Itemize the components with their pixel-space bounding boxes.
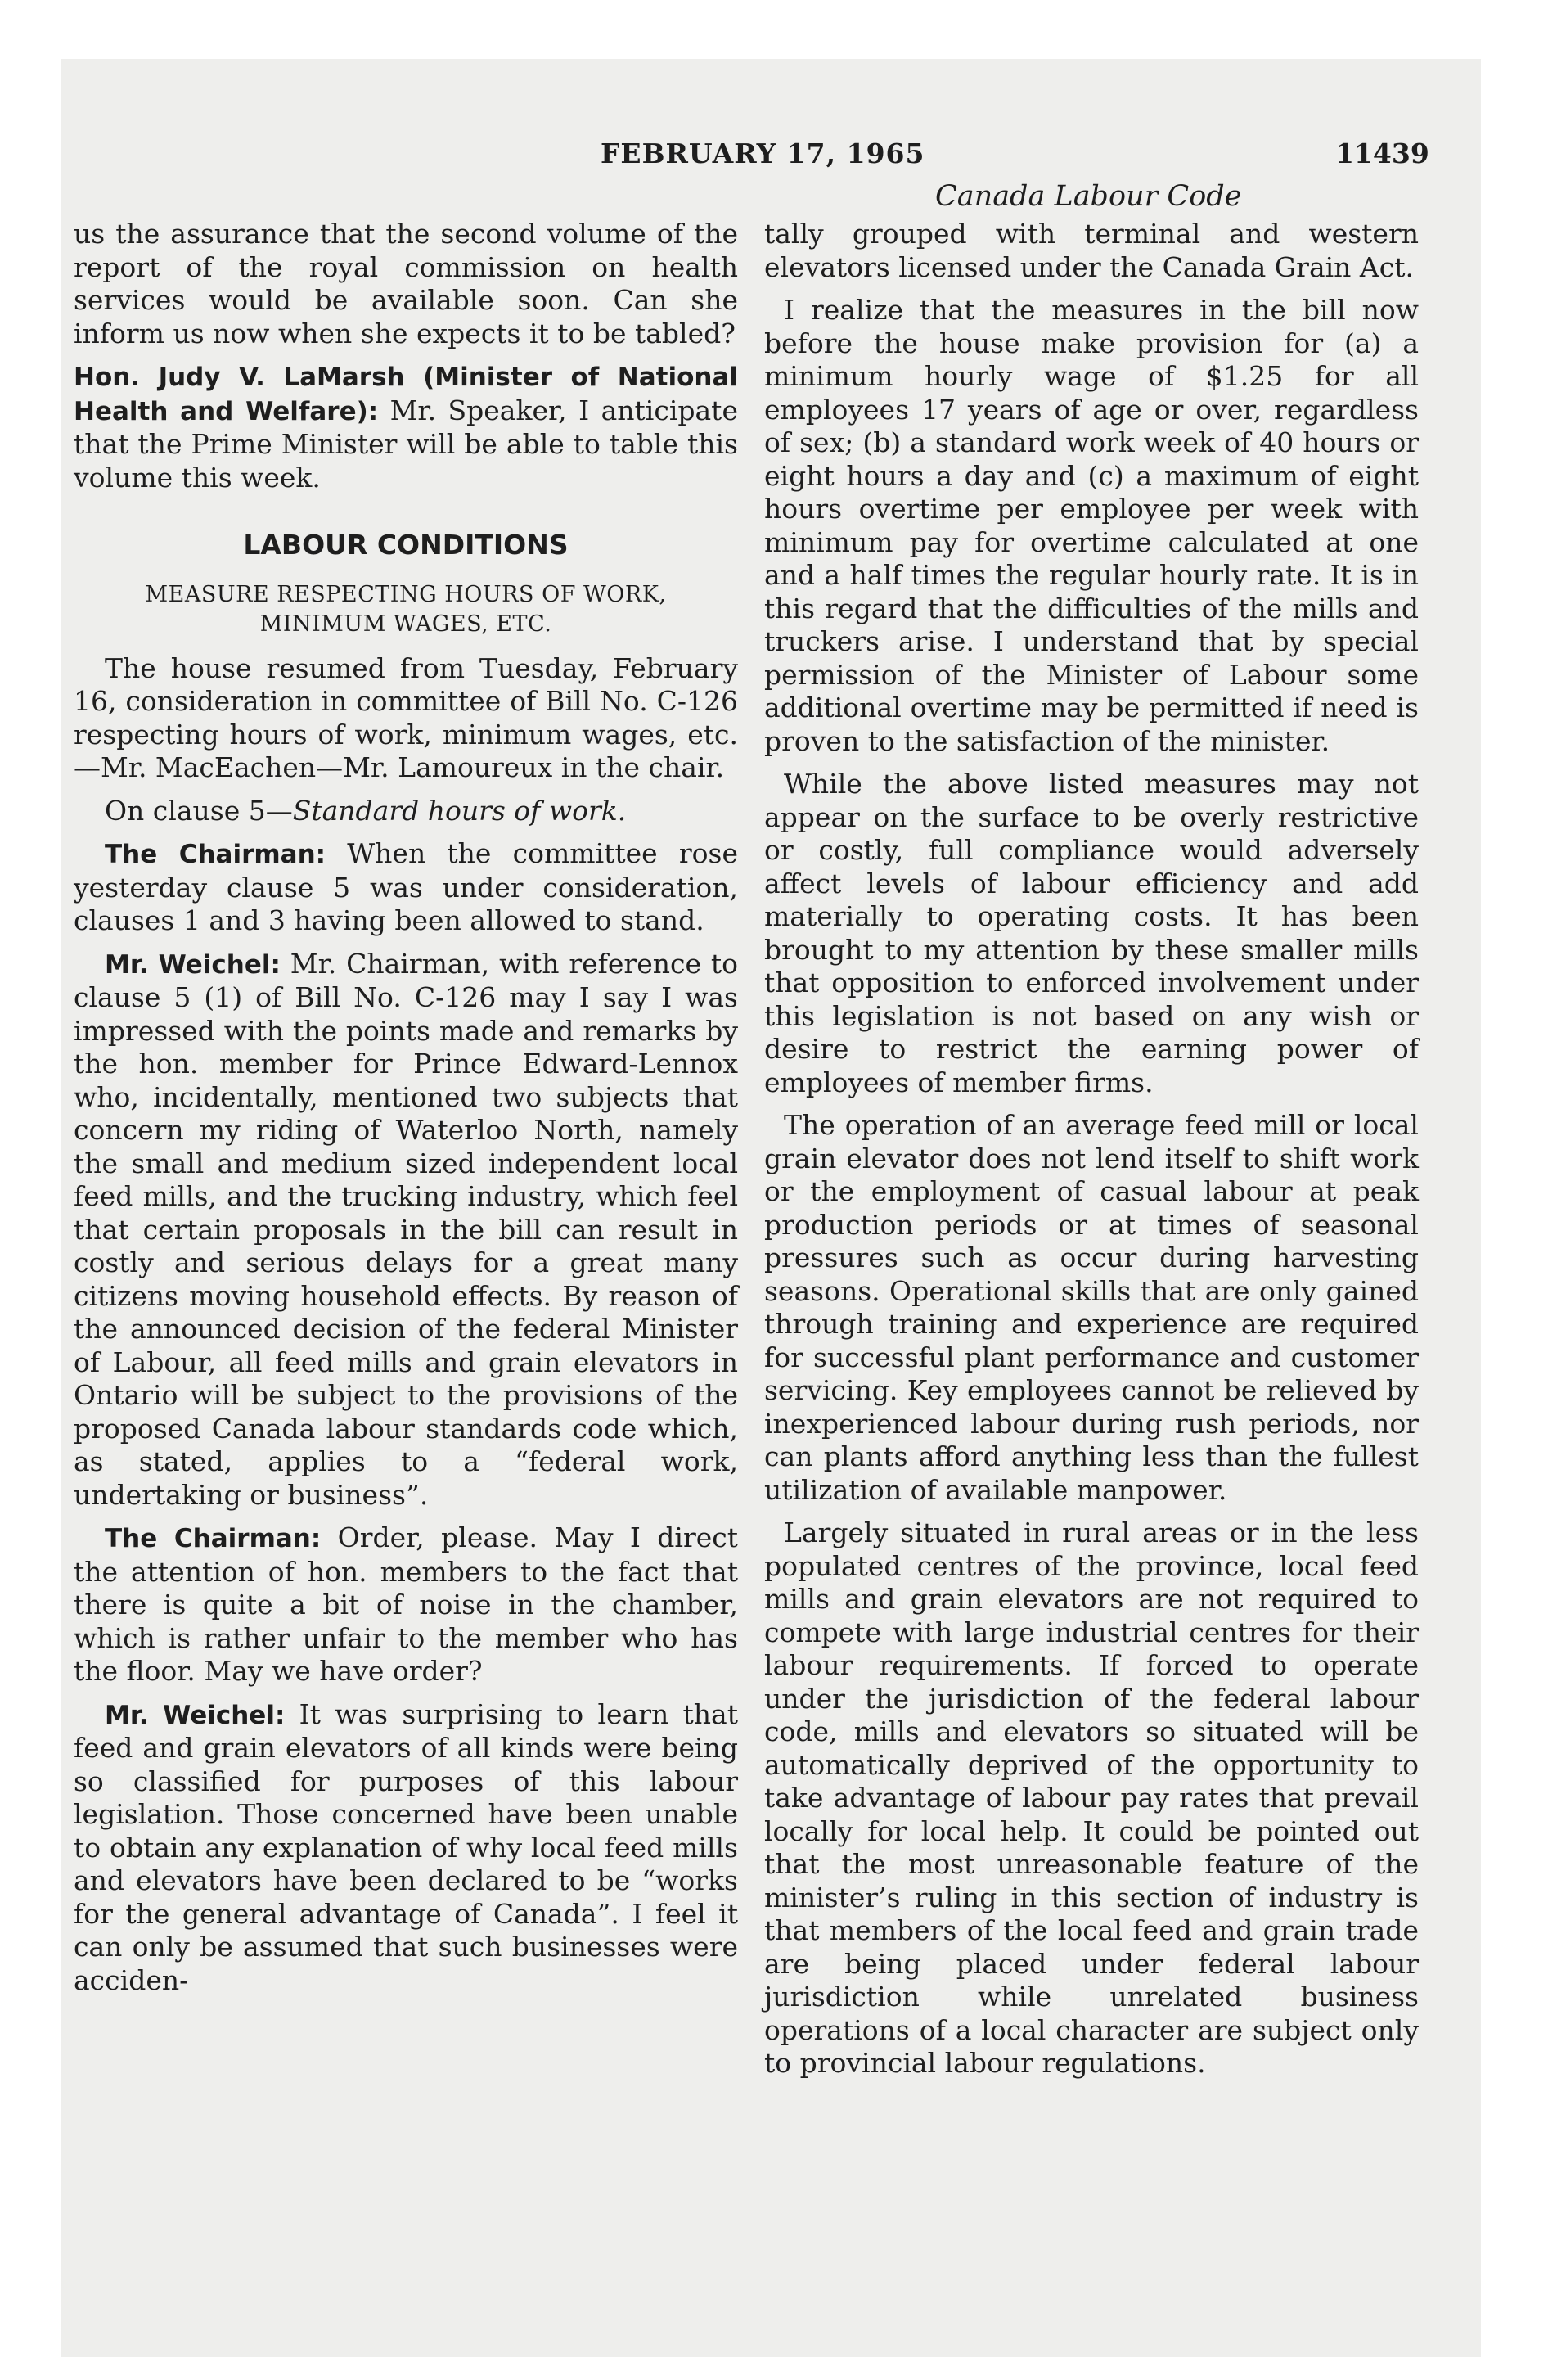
speaker-name: Hon. Judy V. LaMarsh (Minister of National Health and Welfare): bbox=[74, 363, 738, 426]
speech-text: When the committee rose yesterday clause 5 was under consideration, clauses 1 and 3 having been allowed to stand. bbox=[74, 837, 738, 936]
paragraph: tally grouped with terminal and western elevators licensed under the Canada Grain Act. bbox=[764, 218, 1419, 283]
page-number: 11439 bbox=[1335, 137, 1429, 169]
subheading-line: MINIMUM WAGES, ETC. bbox=[259, 611, 552, 637]
paragraph bbox=[74, 1521, 738, 1688]
running-topic: Canada Labour Code bbox=[935, 180, 1242, 213]
paragraph bbox=[74, 795, 738, 828]
speech-text: Order, please. May I direct the attention of hon. members to the fact that there is quite a bit of noise in the chamber, which is rather unfair to the member who has the floor. May we have order? bbox=[74, 1521, 738, 1687]
subheading-line: MEASURE RESPECTING HOURS OF WORK, bbox=[145, 581, 667, 607]
clause-prefix: On clause 5— bbox=[105, 794, 293, 827]
section-title: LABOUR CONDITIONS bbox=[243, 529, 569, 561]
paragraph: Largely situated in rural areas or in the less populated centres of the province, local feed mills and grain elevators are not required to compete with large industrial centres for their labour requirements. If forced to operate under the jurisdiction of the federal labour code, mills and elevators so situated will be automatically deprived of the opportunity to take advantage of labour pay rates that prevail locally for local help. It could be pointed out that the most unreasonable feature of the minister’s ruling in this section of industry is that members of the local feed and grain trade are being placed under federal labour jurisdiction while unrelated business operations of a local character are subject only to provincial labour regulations. bbox=[764, 1517, 1419, 2079]
paragraph: I realize that the measures in the bill now before the house make provision for (a) a minimum hourly wage of $1.25 for all employees 17 years of age or over, regardless of sex; (b) a standard work week of 40 hours or eight hours a day and (c) a maximum of eight hours overtime per employee per week with minimum pay for overtime calculated at one and a half times the regular hourly rate. It is in this regard that the difficulties of the mills and truckers arise. I understand that by special permission of the Minister of Labour some additional overtime may be permitted if need is proven to the satisfaction of the minister. bbox=[764, 294, 1419, 757]
subheading bbox=[74, 580, 738, 639]
speech-text: Mr. Speaker, I anticipate that the Prime Minister will be able to table this volume this week. bbox=[74, 394, 738, 494]
speaker-name: Mr. Weichel: bbox=[105, 949, 281, 980]
paragraph: While the above listed measures may not appear on the surface to be overly restrictive or costly, full compliance would adversely affect levels of labour efficiency and add materially to operating costs. It has been brought to my attention by these smaller mills that opposition to enforced involvement under this legislation is not based on any wish or desire to restrict the earning power of employees of member firms. bbox=[764, 768, 1419, 1098]
right-column bbox=[764, 218, 1419, 2090]
paragraph: The operation of an average feed mill or local grain elevator does not lend itself to shift work or the employment of casual labour at peak production periods or at times of seasonal pressures such as occur during harvesting seasons. Operational skills that are only gained through training and experience are required for successful plant performance and customer servicing. Key employees cannot be relieved by inexperienced labour during rush periods, nor can plants afford anything less than the fullest utilization of available manpower. bbox=[764, 1109, 1419, 1506]
speech-text: It was surprising to learn that feed and grain elevators of all kinds were being so classified for purposes of this labour legislation. Those concerned have been unable to obtain any explanation of why local feed mills and elevators have been declared to be “works for the general advantage of Canada”. I feel it can only be assumed that such businesses were acciden- bbox=[74, 1697, 738, 1996]
speech-text: Mr. Chairman, with reference to clause 5 (1) of Bill No. C-126 may I say I was impressed with the points made and remarks by the hon. member for Prince Edward-Lennox who, incidentally, mentioned two subjects that concern my riding of Waterloo North, namely the small and medium sized independent local feed mills, and the trucking industry, which feel that certain proposals in the bill can result in costly and serious delays for a great many citizens moving household effects. By reason of the announced decision of the federal Minister of Labour, all feed mills and grain elevators in Ontario will be subject to the provisions of the proposed Canada labour standards code which, as stated, applies to a “federal work, undertaking or business”. bbox=[74, 947, 738, 1511]
speaker-name: Mr. Weichel: bbox=[105, 1700, 286, 1730]
clause-title: Standard hours of work. bbox=[292, 794, 627, 827]
paragraph: The house resumed from Tuesday, February 16, consideration in committee of Bill No. C-126 respecting hours of work, minimum wages, etc.—Mr. MacEachen—Mr. Lamoureux in the chair. bbox=[74, 651, 738, 783]
header-date: FEBRUARY 17, 1965 bbox=[601, 137, 925, 169]
paragraph bbox=[74, 360, 738, 494]
paragraph bbox=[74, 948, 738, 1512]
paragraph bbox=[74, 837, 738, 938]
left-column bbox=[74, 218, 738, 2007]
paragraph bbox=[74, 1698, 738, 1998]
paragraph: us the assurance that the second volume of the report of the royal commission on health services would be available soon. Can she inform us now when she expects it to be tabled? bbox=[74, 218, 738, 349]
speaker-name: The Chairman: bbox=[105, 840, 326, 869]
speaker-name: The Chairman: bbox=[105, 1524, 322, 1553]
